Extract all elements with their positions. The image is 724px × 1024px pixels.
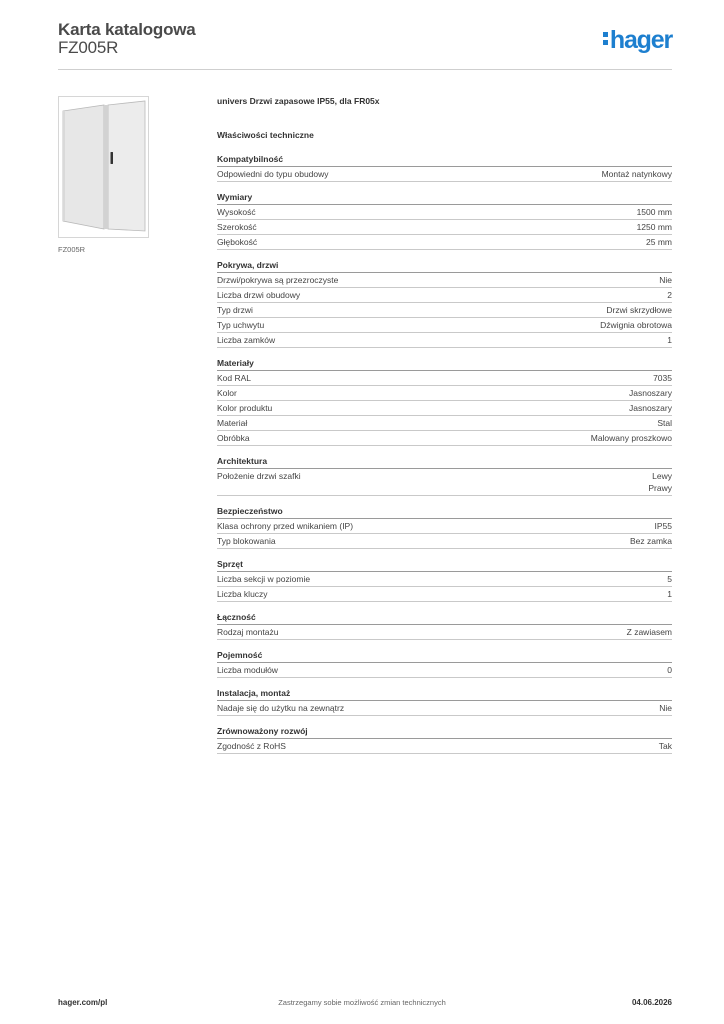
spec-value (655, 520, 673, 532)
spec-label: Odpowiedni do typu obudowy (217, 169, 329, 179)
section-heading: Zrównoważony rozwój (217, 726, 672, 739)
section-heading: Pojemność (217, 650, 672, 663)
spec-value (659, 702, 672, 714)
spec-value-line: Nie (659, 703, 672, 713)
spec-value-line: 2 (667, 290, 672, 300)
spec-value-line: 0 (667, 665, 672, 675)
spec-section (217, 154, 672, 182)
spec-label: Liczba sekcji w poziomie (217, 574, 311, 584)
spec-label: Typ drzwi (217, 305, 253, 315)
spec-value (667, 573, 672, 585)
section-heading: Architektura (217, 456, 672, 469)
logo-mark-icon (603, 32, 608, 45)
spec-value-line: 5 (667, 574, 672, 584)
spec-label: Szerokość (217, 222, 257, 232)
spec-label: Typ blokowania (217, 536, 276, 546)
spec-row (217, 625, 672, 640)
spec-label: Zgodność z RoHS (217, 741, 286, 751)
spec-label: Wysokość (217, 207, 256, 217)
spec-value-line: Z zawiasem (626, 627, 672, 637)
spec-value-line: Dźwignia obrotowa (600, 320, 672, 330)
spec-label: Materiał (217, 418, 248, 428)
spec-label: Nadaje się do użytku na zewnątrz (217, 703, 345, 713)
spec-value-line: 1 (667, 335, 672, 345)
spec-label: Typ uchwytu (217, 320, 265, 330)
section-heading: Instalacja, montaż (217, 688, 672, 701)
spec-value (667, 588, 672, 600)
spec-section (217, 260, 672, 348)
spec-value (659, 740, 672, 752)
spec-row (217, 469, 672, 496)
section-heading: Łączność (217, 612, 672, 625)
spec-value-line: Drzwi skrzydłowe (606, 305, 672, 315)
section-heading: Bezpieczeństwo (217, 506, 672, 519)
spec-row (217, 318, 672, 333)
hager-logo (603, 28, 672, 53)
spec-value (657, 417, 672, 429)
spec-label: Liczba drzwi obudowy (217, 290, 301, 300)
logo-text: hager (609, 26, 672, 54)
section-heading: Pokrywa, drzwi (217, 260, 672, 273)
spec-value-line: Nie (659, 275, 672, 285)
spec-value (667, 334, 672, 346)
spec-section (217, 688, 672, 716)
spec-row (217, 401, 672, 416)
spec-sections (217, 154, 672, 754)
product-code: FZ005R (58, 38, 119, 57)
spec-value-line: 1500 mm (636, 207, 672, 217)
spec-label: Rodzaj montażu (217, 627, 279, 637)
spec-value (606, 304, 672, 316)
spec-row (217, 386, 672, 401)
spec-value (600, 319, 672, 331)
spec-value-line: Lewy (652, 471, 672, 481)
section-heading: Kompatybilność (217, 154, 672, 167)
footer-date: 04.06.2026 (631, 998, 672, 1007)
spec-value (637, 221, 672, 233)
image-caption: FZ005R (58, 245, 86, 254)
double-door-panel-icon (59, 97, 148, 237)
spec-label: Głębokość (217, 237, 258, 247)
spec-value (629, 387, 672, 399)
spec-label: Kolor (217, 388, 237, 398)
spec-row (217, 235, 672, 250)
document-title: Karta katalogowa (58, 20, 196, 39)
spec-value (602, 168, 672, 180)
spec-value (646, 236, 672, 248)
spec-row (217, 534, 672, 549)
spec-label: Kolor produktu (217, 403, 273, 413)
spec-value-line: 7035 (653, 373, 672, 383)
spec-value-line: 1250 mm (636, 222, 672, 232)
spec-value-line: 25 mm (646, 237, 672, 247)
spec-section (217, 456, 672, 496)
spec-value (630, 535, 672, 547)
spec-label: Klasa ochrony przed wnikaniem (IP) (217, 521, 354, 531)
product-image (58, 96, 149, 238)
section-heading: Sprzęt (217, 559, 672, 572)
spec-value-line: 1 (667, 589, 672, 599)
spec-value (648, 470, 672, 494)
footer-notice: Zastrzegamy sobie możliwość zmian technicznych (278, 998, 446, 1007)
spec-value-line: Jasnoszary (629, 403, 672, 413)
spec-value-line: Bez zamka (629, 536, 672, 546)
spec-label: Położenie drzwi szafki (217, 471, 301, 481)
product-description: univers Drzwi zapasowe IP55, dla FR05x (217, 96, 380, 106)
spec-row (217, 739, 672, 754)
spec-row (217, 273, 672, 288)
spec-section (217, 559, 672, 602)
header-divider (58, 69, 672, 70)
footer-website: hager.com/pl (58, 998, 108, 1007)
spec-value-line: Jasnoszary (629, 388, 672, 398)
properties-title: Właściwości techniczne (217, 130, 314, 140)
spec-value (667, 289, 672, 301)
spec-content (217, 96, 672, 754)
spec-value-line: Tak (658, 741, 672, 751)
spec-label: Liczba zamków (217, 335, 276, 345)
spec-label: Obróbka (217, 433, 250, 443)
spec-row (217, 303, 672, 318)
spec-section (217, 358, 672, 446)
spec-value (637, 206, 672, 218)
spec-row (217, 167, 672, 182)
spec-section (217, 726, 672, 754)
spec-row (217, 431, 672, 446)
spec-row (217, 572, 672, 587)
spec-value-line: Stal (657, 418, 672, 428)
spec-row (217, 333, 672, 348)
spec-row (217, 416, 672, 431)
spec-value (659, 274, 672, 286)
spec-value (627, 626, 672, 638)
spec-value (653, 372, 672, 384)
section-heading: Materiały (217, 358, 672, 371)
spec-label: Liczba modułów (217, 665, 278, 675)
spec-row (217, 220, 672, 235)
spec-value-line: Prawy (648, 483, 672, 493)
spec-row (217, 587, 672, 602)
spec-value-line: Malowany proszkowo (590, 433, 672, 443)
spec-value (629, 402, 672, 414)
spec-row (217, 288, 672, 303)
spec-section (217, 506, 672, 549)
spec-row (217, 519, 672, 534)
spec-section (217, 612, 672, 640)
spec-section (217, 192, 672, 250)
spec-value-line: Montaż natynkowy (601, 169, 672, 179)
spec-row (217, 663, 672, 678)
spec-label: Kod RAL (217, 373, 252, 383)
spec-label: Drzwi/pokrywa są przezroczyste (217, 275, 339, 285)
spec-value-line: IP55 (654, 521, 672, 531)
section-heading: Wymiary (217, 192, 672, 205)
spec-row (217, 701, 672, 716)
spec-row (217, 205, 672, 220)
spec-label: Liczba kluczy (217, 589, 268, 599)
spec-value (667, 664, 672, 676)
spec-section (217, 650, 672, 678)
spec-value (591, 432, 672, 444)
spec-row (217, 371, 672, 386)
